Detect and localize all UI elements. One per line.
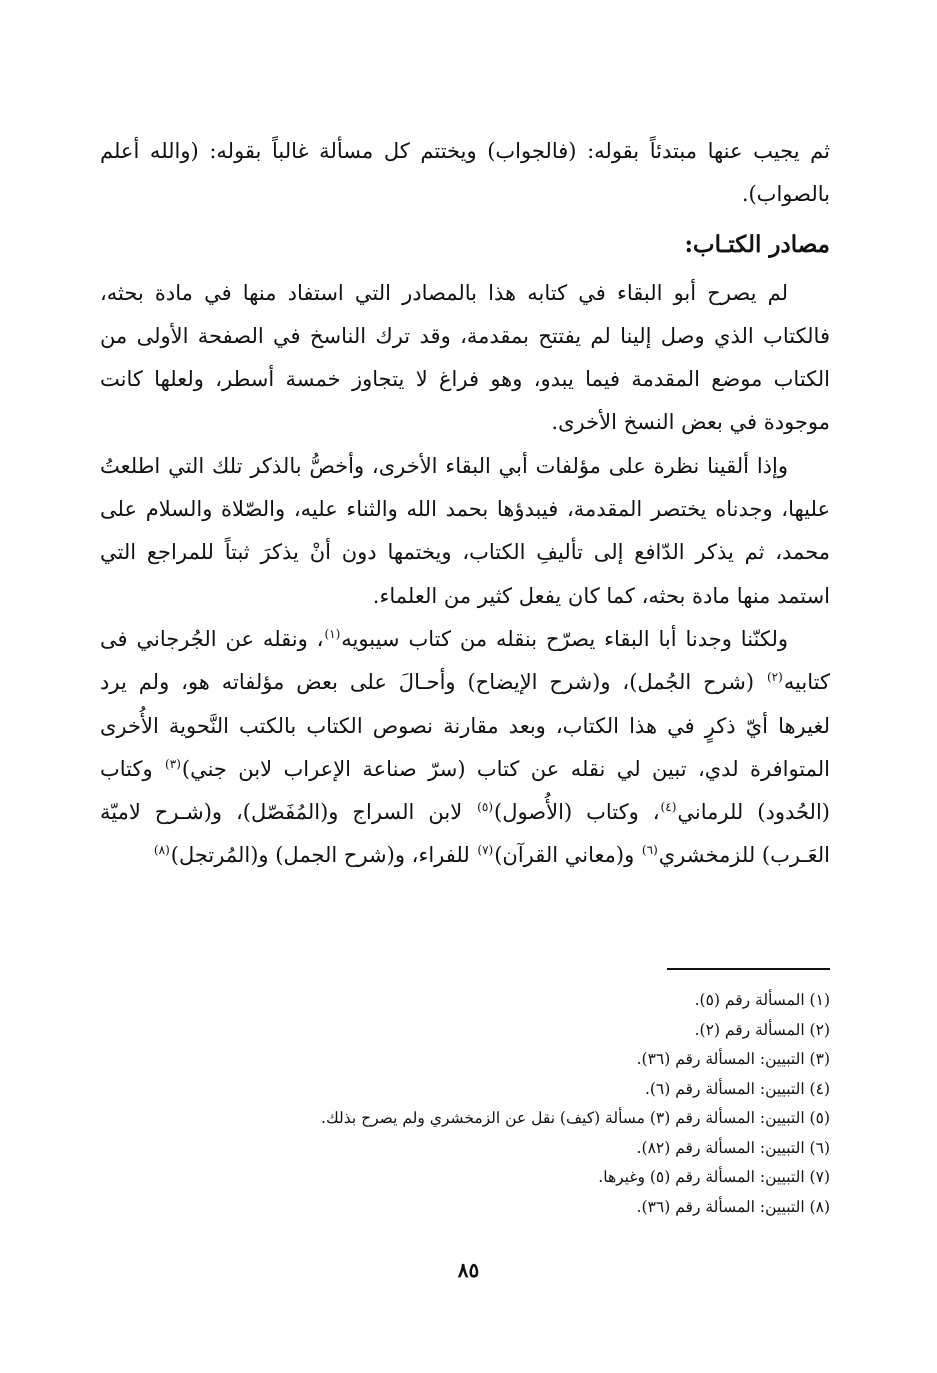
footnote-reference[interactable]: (٢) xyxy=(766,670,783,685)
footnote-item: (٣) التبيين: المسألة رقم (٣٦). xyxy=(636,1050,830,1068)
footnote-item: (٤) التبيين: المسألة رقم (٦). xyxy=(644,1079,830,1098)
paragraph-text-segment: للفراء، و(شرح الجمل) و(المُرتجل) xyxy=(170,843,477,868)
footnotes xyxy=(100,986,830,1222)
page-number: ٨٥ xyxy=(457,1258,480,1282)
paragraph-text-segment: ولكنّنا وجدنا أبا البقاء يصرّح بنقله من كتاب سيبويه xyxy=(341,626,789,651)
paragraph-text-segment: لابن السراج و(المُفَصّل)، و(شـرح لاميّة العَـرب) للزمخشري xyxy=(100,800,830,868)
footnote-item: (٨) التبيين: المسألة رقم (٣٦). xyxy=(636,1197,830,1216)
paragraph-text-segment: وكتاب (الحُدود) للرماني xyxy=(100,756,830,825)
paragraph-text-segment: ، ونقله عن الجُرجاني فى كتابيه xyxy=(100,626,830,695)
footnote-reference[interactable]: (٤) xyxy=(660,800,677,815)
main-text xyxy=(100,130,830,878)
paragraph-cited-sources xyxy=(100,618,830,878)
footnote-reference[interactable]: (٣) xyxy=(165,756,181,771)
paragraph-text-segment: (شرح الجُمل)، و(شرح الإيضاح) وأحـالَ على بعض مؤلفاته هو، ولم يرد لغيرها أيّ ذكرٍ في هذا الكتاب، وبعد مقارنة نصوص الكتاب بالكتب النَّحوية الأُخرى المتوافرة لدي، تبين لي نقله عن كتاب (سرّ صناعة الإعراب لابن جني) xyxy=(100,670,830,781)
paragraph-text-segment: و(معاني القرآن) xyxy=(494,843,641,868)
paragraph-text-segment: ، وكتاب (الأُصول) xyxy=(494,800,660,825)
footnote-separator xyxy=(667,968,830,970)
footnote-reference[interactable]: (٨) xyxy=(153,843,170,858)
intro-continuation-paragraph: ثم يجيب عنها مبتدئاً بقوله: (فالجواب) ويختتم كل مسألة غالباً بقوله: (والله أعلم بالصواب). xyxy=(100,139,830,207)
footnote-item: (٥) التبيين: المسألة رقم (٣) مسألة (كيف) نقل عن الزمخشري ولم يصرح بذلك. xyxy=(321,1109,830,1127)
footnote-item: (٢) المسألة رقم (٢). xyxy=(694,1020,830,1039)
paragraph-sources-unstated: لم يصرح أبو البقاء في كتابه هذا بالمصادر التي استفاد منها في مادة بحثه، فالكتاب الذي وصل إلينا لم يفتتح بمقدمة، وقد ترك الناسخ في الصفحة الأولى من الكتاب موضع المقدمة فيما يبدو، وهو فراغ لا يتجاوز خمسة أسطر، ولعلها كانت موجودة في بعض النسخ الأخرى. xyxy=(100,280,830,435)
section-heading: مصادر الكتـاب: xyxy=(684,230,830,258)
footnote-reference[interactable]: (٥) xyxy=(477,800,493,815)
footnote-item: (١) المسألة رقم (٥). xyxy=(694,991,830,1009)
footnote-item: (٦) التبيين: المسألة رقم (٨٢). xyxy=(636,1138,830,1157)
footnote-reference[interactable]: (١) xyxy=(324,626,341,641)
footnote-reference[interactable]: (٦) xyxy=(641,843,658,858)
footnote-reference[interactable]: (٧) xyxy=(477,843,494,858)
footnote-item: (٧) التبيين: المسألة رقم (٥) وغيرها. xyxy=(598,1168,830,1186)
paragraph-other-works: وإذا ألقينا نظرة على مؤلفات أبي البقاء الأخرى، وأخصُّ بالذكر تلك التي اطلعتُ عليها، وجدناه يختصر المقدمة، فيبدؤها بحمد الله والثناء عليه، والصّلاة والسلام على محمد، ثم يذكر الدّافع إلى تأليفِ الكتاب، ويختمها دون أنْ يذكرَ ثبتاً للمراجع التي استمد منها مادة بحثه، كما كان يفعل كثير من العلماء. xyxy=(100,453,830,608)
